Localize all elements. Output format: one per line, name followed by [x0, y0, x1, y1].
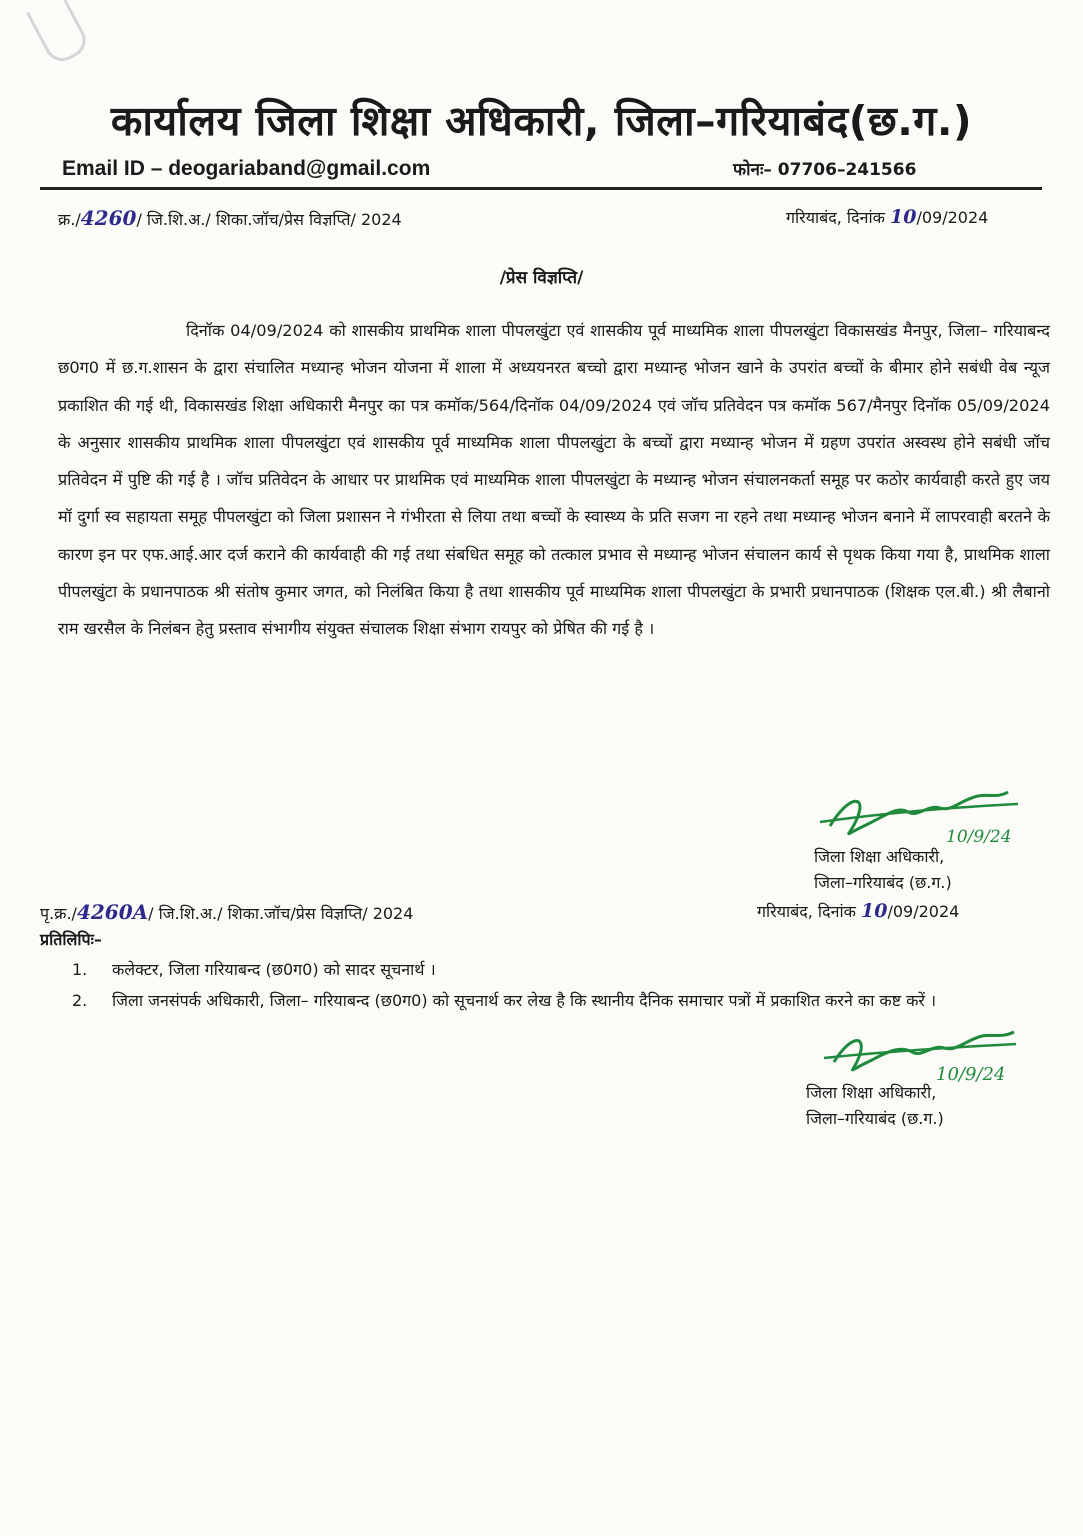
copy-reference-rest: / जि.शि.अ./ शिका.जॉच/प्रेस विज्ञप्ति/ 2024	[148, 904, 414, 923]
reference-prefix: क्र./	[58, 210, 81, 229]
list-item-text: कलेक्टर, जिला गरियाबन्द (छ0ग0) को सादर सूचनार्थ ।	[112, 960, 436, 979]
reference-date	[786, 206, 988, 228]
signature-2-district: जिला–गरियाबंद (छ.ग.)	[806, 1109, 944, 1128]
copy-reference-number	[40, 900, 413, 924]
reference-handwritten-number: 4260	[80, 206, 137, 230]
signature-1-date: 10/9/24	[946, 827, 1012, 847]
copy-reference-handwritten-number: 4260A	[76, 900, 149, 924]
signature-1-designation: जिला शिक्षा अधिकारी,	[814, 847, 945, 866]
date-handwritten-day: 10	[889, 206, 917, 228]
phone-number: फोनः– 07706–241566	[733, 160, 917, 180]
list-item	[72, 956, 1032, 983]
copy-reference-prefix: पृ.क्र./	[40, 904, 77, 923]
list-item-number: 1.	[72, 960, 88, 979]
list-item-number: 2.	[72, 991, 88, 1010]
signature-2-designation: जिला शिक्षा अधिकारी,	[806, 1083, 937, 1102]
date-prefix: गरियाबंद, दिनांक	[786, 208, 885, 227]
list-item-text: जिला जनसंपर्क अधिकारी, जिला– गरियाबन्द (छ0ग0) को सूचनार्थ कर लेख है कि स्थानीय दैनिक समाचार पत्रों में प्रकाशित करने का कष्ट करें ।	[112, 991, 937, 1010]
email-id: Email ID – deogariaband@gmail.com	[62, 157, 431, 180]
reference-number	[58, 206, 402, 230]
copy-reference-date	[757, 900, 959, 922]
copy-to-list	[72, 956, 1032, 1018]
signature-2-image	[820, 1024, 1040, 1088]
reference-rest: / जि.शि.अ./ शिका.जॉच/प्रेस विज्ञप्ति/ 2024	[136, 210, 402, 229]
office-title: कार्यालय जिला शिक्षा अधिकारी, जिला–गरियाबंद(छ.ग.)	[110, 97, 973, 145]
copy-date-handwritten-day: 10	[860, 900, 888, 922]
signature-2-date: 10/9/24	[936, 1064, 1006, 1085]
copy-date-prefix: गरियाबंद, दिनांक	[757, 902, 856, 921]
copy-to-label: प्रतिलिपिः–	[40, 930, 102, 949]
list-item	[72, 987, 1032, 1014]
signature-1-image	[818, 786, 1048, 850]
press-release-heading: /प्रेस विज्ञप्ति/	[499, 268, 584, 288]
date-month-year: /09/2024	[916, 208, 989, 227]
signature-1-district: जिला–गरियाबंद (छ.ग.)	[814, 873, 952, 892]
press-release-body: दिनॉक 04/09/2024 को शासकीय प्राथमिक शाला पीपलखुंटा एवं शासकीय पूर्व माध्यमिक शाला पीपलखुंटा विकासखंड मैनपुर, जिला– गरियाबन्द छ0ग0 में छ.ग.शासन के द्वारा संचालित मध्यान्ह भोजन योजना में शाला में अध्ययनरत बच्चो द्वारा मध्यान्ह भोजन खाने के उपरांत बच्चों के बीमार होने सबंधी वेब न्यूज प्रकाशित की गई थी, विकासखंड शिक्षा अधिकारी मैनपुर का पत्र कमॉक/564/दिनॉक 04/09/2024 एवं जॉच प्रतिवेदन पत्र कमॉक 567/मैनपुर दिनॉक 05/09/2024 के अनुसार शासकीय प्राथमिक शाला पीपलखुंटा एवं शासकीय पूर्व माध्यमिक शाला पीपलखुंटा के बच्चों द्वारा मध्यान्ह भोजन में ग्रहण उपरांत अस्वस्थ होने सबंधी जॉच प्रतिवेदन में पुष्टि की गई है । जॉच प्रतिवेदन के आधार पर प्राथमिक एवं माध्यमिक शाला पीपलखुंटा के मध्यान्ह भोजन संचालनकर्ता समूह पर कठोर कार्यवाही करते हुए जय मॉ दुर्गा स्व सहायता समूह पीपलखुंटा को जिला प्रशासन ने गंभीरता से लिया तथा बच्चों के स्वास्थ्य के प्रति सजग ना रहने तथा मध्यान्ह भोजन बनाने में लापरवाही बरतने के कारण इन पर एफ.आई.आर दर्ज कराने की कार्यवाही की गई तथा संबधित समूह को तत्काल प्रभाव से मध्यान्ह भोजन संचालन कार्य से पृथक किया गया है, प्राथमिक शाला पीपलखुंटा के प्रधानपाठक श्री संतोष कुमार जगत, को निलंबित किया है तथा शासकीय पूर्व माध्यमिक शाला पीपलखुंटा के प्रभारी प्रधानपाठक (शिक्षक एल.बी.) श्री लैबानो राम खरसैल के निलंबन हेतु प्रस्ताव संभागीय संयुक्त संचालक शिक्षा संभाग रायपुर को प्रेषित की गई है ।	[58, 321, 1050, 639]
signature-2-block	[806, 1080, 944, 1132]
paper-clip-icon	[26, 0, 92, 67]
header-divider	[40, 187, 1042, 190]
signature-1-block	[814, 844, 952, 896]
copy-date-month-year: /09/2024	[887, 902, 960, 921]
